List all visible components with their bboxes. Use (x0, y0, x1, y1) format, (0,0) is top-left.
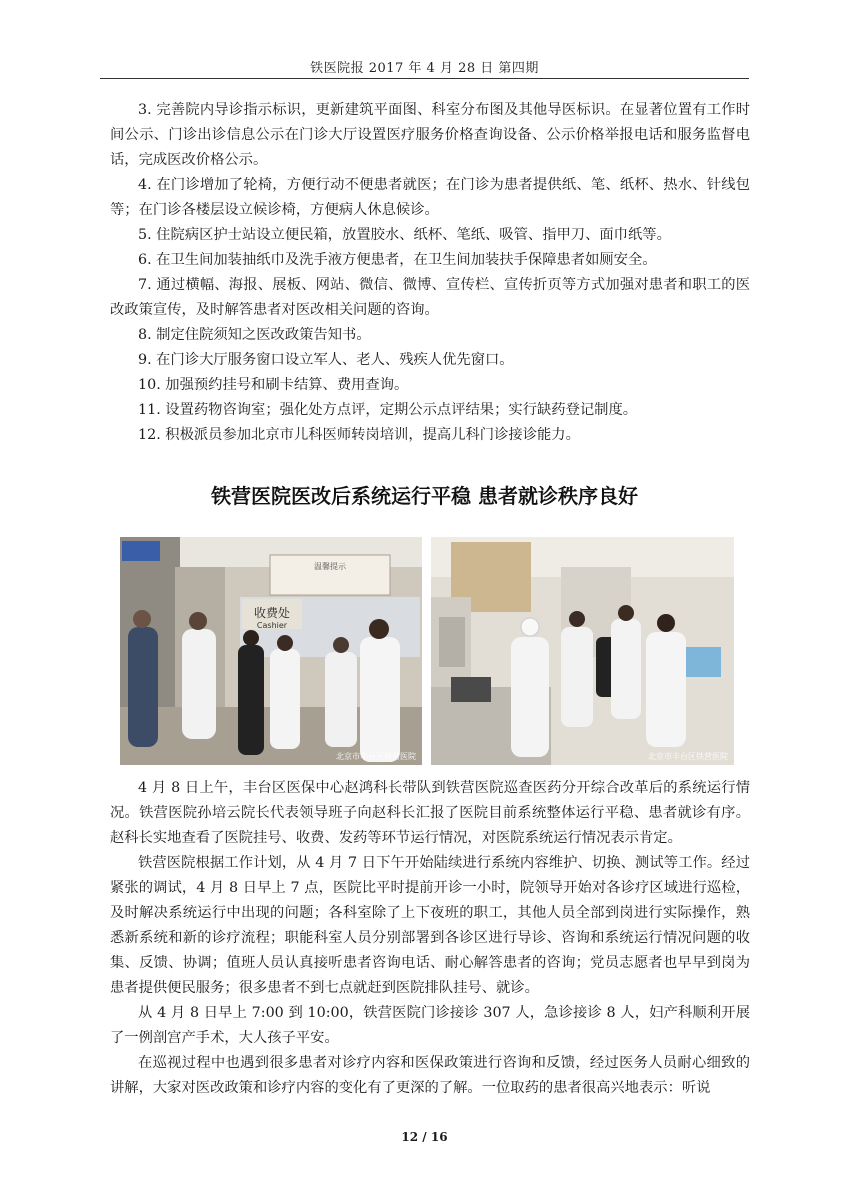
photo-pharmacy (431, 537, 734, 765)
list-item: 4. 在门诊增加了轮椅，方便行动不便患者就医；在门诊为患者提供纸、笔、纸杯、热水、针线包等；在门诊各楼层设立候诊椅，方便病人休息候诊。 (110, 177, 750, 218)
header-text: 铁医院报 2017 年 4 月 28 日 第四期 (310, 61, 539, 76)
photo-pharmacy-image (431, 537, 734, 765)
measures-list (110, 98, 750, 448)
list-item: 10. 加强预约挂号和刷卡结算、费用查询。 (138, 377, 409, 393)
article-body (110, 776, 750, 1101)
list-item: 12. 积极派员参加北京市儿科医师转岗培训，提高儿科门诊接诊能力。 (138, 427, 580, 443)
list-item: 7. 通过横幅、海报、展板、网站、微信、微博、宣传栏、宣传折页等方式加强对患者和职工的医改政策宣传，及时解答患者对医改相关问题的咨询。 (110, 277, 750, 318)
list-item: 6. 在卫生间加装抽纸巾及洗手液方便患者，在卫生间加装扶手保障患者如厕安全。 (138, 252, 657, 268)
page-header (0, 0, 849, 80)
list-item: 9. 在门诊大厅服务窗口设立军人、老人、残疾人优先窗口。 (138, 352, 514, 368)
notice-board-text: 温馨提示 (314, 562, 346, 571)
paragraph: 铁营医院根据工作计划，从 4 月 7 日下午开始陆续进行系统内容维护、切换、测试等工作。经过紧张的调试，4 月 8 日早上 7 点，医院比平时提前开诊一小时，院领导开始对各诊疗区域进行巡检，及时解决系统运行中出现的问题；各科室除了上下夜班的职工，其他人员全部到岗进行实际操作，熟悉新系统和新的诊疗流程；职能科室人员分别部署到各诊区进行导诊、咨询和系统运行情况问题的收集、反馈、协调；值班人员认真接听患者咨询电话、耐心解答患者的咨询；党员志愿者也早早到岗为患者提供便民服务；很多患者不到七点就赶到医院排队挂号、就诊。 (110, 855, 750, 996)
photo-cashier-hall-image (120, 537, 422, 765)
page-number: 12 / 16 (401, 1130, 448, 1144)
paragraph: 在巡视过程中也遇到很多患者对诊疗内容和医保政策进行咨询和反馈，经过医务人员耐心细致的讲解，大家对医改政策和诊疗内容的变化有了更深的了解。一位取药的患者很高兴地表示：听说 (110, 1055, 750, 1096)
list-item: 11. 设置药物咨询室；强化处方点评，定期公示点评结果；实行缺药登记制度。 (138, 402, 638, 418)
list-item: 3. 完善院内导诊指示标识，更新建筑平面图、科室分布图及其他导医标识。在显著位置有工作时间公示、门诊出诊信息公示在门诊大厅设置医疗服务价格查询设备、公示价格举报电话和服务监督电话，完成医改价格公示。 (110, 102, 750, 168)
list-item: 5. 住院病区护士站设立便民箱，放置胶水、纸杯、笔纸、吸管、指甲刀、面巾纸等。 (138, 227, 671, 243)
list-item: 8. 制定住院须知之医改政策告知书。 (138, 327, 371, 343)
paragraph: 4 月 8 日上午，丰台区医保中心赵鸿科长带队到铁营医院巡查医药分开综合改革后的系统运行情况。铁营医院孙培云院长代表领导班子向赵科长汇报了医院目前系统整体运行平稳、患者就诊有序。赵科长实地查看了医院挂号、收费、发药等环节运行情况，对医院系统运行情况表示肯定。 (110, 780, 750, 846)
photo-cashier-hall (120, 537, 422, 765)
cashier-sign-en: Cashier (256, 621, 288, 630)
article-title: 铁营医院医改后系统运行平稳 患者就诊秩序良好 (211, 484, 638, 508)
photo-caption: 北京市丰台区铁营医院 (648, 752, 728, 761)
paragraph: 从 4 月 8 日早上 7:00 到 10:00，铁营医院门诊接诊 307 人，急诊接诊 8 人，妇产科顺利开展了一例剖宫产手术，大人孩子平安。 (110, 1005, 750, 1046)
cashier-sign-text: 收费处 (253, 606, 291, 620)
header-rule (100, 78, 749, 79)
photo-caption: 北京市丰台区铁营医院 (336, 752, 416, 761)
